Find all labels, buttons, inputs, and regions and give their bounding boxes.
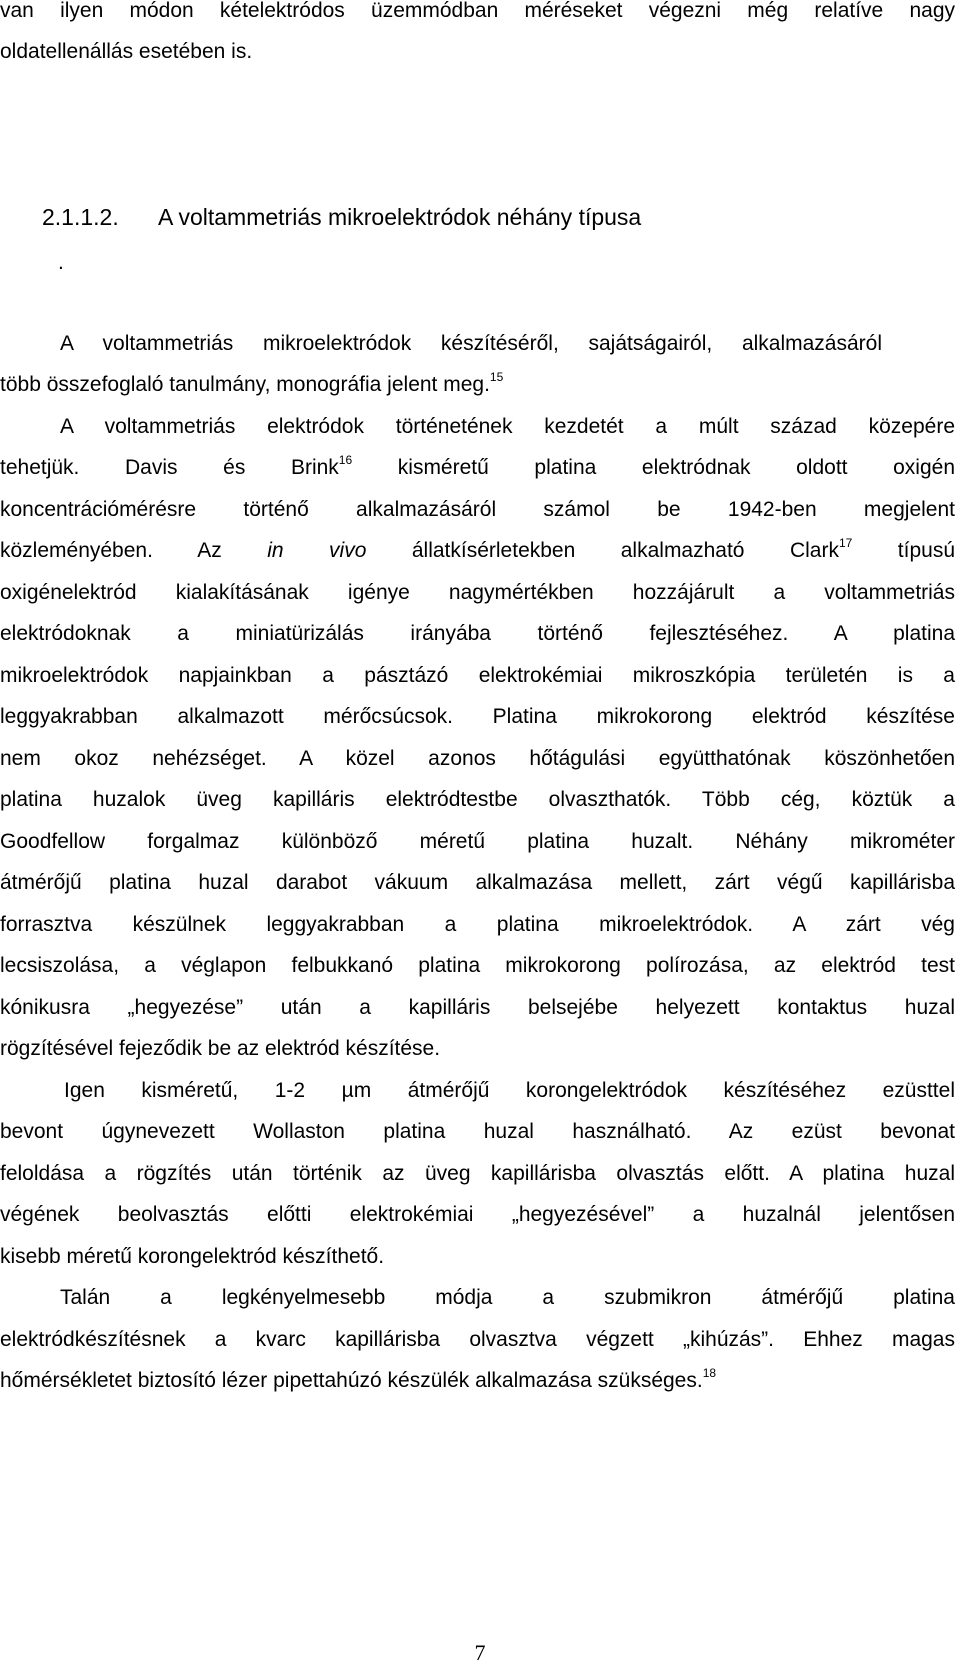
section-title: A voltammetriás mikroelektródok néhány típusa xyxy=(158,204,642,230)
page-number: 7 xyxy=(474,1640,486,1665)
p2-line-4-end: típusú xyxy=(852,539,956,562)
p3-line-2: bevont úgynevezett Wollaston platina huzal használható. Az ezüst bevonat xyxy=(0,1120,955,1143)
footnote-ref-17: 17 xyxy=(838,536,853,550)
p4-line-3-text: hőmérsékletet biztosító lézer pipettahúzó készülék alkalmazása szükséges. xyxy=(0,1369,703,1392)
p3-line-5: kisebb méretű korongelektród készíthető. xyxy=(0,1245,385,1268)
p2-line-16: rögzítésével fejeződik be az elektród készítése. xyxy=(0,1037,441,1060)
p2-line-15: kónikusra „hegyezése” után a kapilláris belsejébe helyezett kontaktus huzal xyxy=(0,996,955,1019)
section-heading xyxy=(42,200,641,234)
p2-line-12: átmérőjű platina huzal darabot vákuum alkalmazása mellett, zárt végű kapillárisba xyxy=(0,871,955,894)
p2-line-10: platina huzalok üveg kapilláris elektródtestbe olvaszthatók. Több cég, köztük a xyxy=(0,788,955,811)
p1-line-2-text: több összefoglaló tanulmány, monográfia jelent meg. xyxy=(0,373,490,396)
p2-line-2-end: kisméretű platina elektródnak oldott oxigén xyxy=(352,456,955,479)
p1-line-1: A voltammetriás mikroelektródok készítéséről, sajátságairól, alkalmazásáról xyxy=(60,332,882,355)
p3-line-4: végének beolvasztás előtti elektrokémiai „hegyezésével” a huzalnál jelentősen xyxy=(0,1203,955,1226)
p4-line-3 xyxy=(0,1366,955,1396)
intro-line-2: oldatellenállás esetében is. xyxy=(0,40,253,63)
intro-line-1: van ilyen módon kételektródos üzemmódban méréseket végezni még relatíve nagy xyxy=(0,0,955,22)
p2-line-13: forrasztva készülnek leggyakrabban a platina mikroelektródok. A zárt vég xyxy=(0,913,955,936)
p4-line-1: Talán a legkényelmesebb módja a szubmikron átmérőjű platina xyxy=(60,1286,955,1309)
p3-line-3: feloldása a rögzítés után történik az üveg kapillárisba olvasztás előtt. A platina huzal xyxy=(0,1162,955,1185)
footnote-ref-15: 15 xyxy=(489,370,504,384)
p2-line-4-start: közleményében. Az xyxy=(0,539,268,562)
p2-line-4-mid: állatkísérletekben alkalmazható Clark xyxy=(366,539,839,562)
p2-line-11: Goodfellow forgalmaz különböző méretű platina huzalt. Néhány mikrométer xyxy=(0,830,955,853)
p2-line-4 xyxy=(0,536,955,566)
p2-line-5: oxigénelektród kialakításának igénye nagymértékben hozzájárult a voltammetriás xyxy=(0,581,955,604)
section-number: 2.1.1.2. xyxy=(42,204,119,230)
footnote-ref-18: 18 xyxy=(702,1366,717,1380)
p2-line-4-italic: in vivo xyxy=(267,539,367,562)
p2-line-7: mikroelektródok napjainkban a pásztázó elektrokémiai mikroszkópia területén is a xyxy=(0,664,955,687)
p3-line-1: Igen kisméretű, 1-2 µm átmérőjű korongelektródok készítéséhez ezüsttel xyxy=(64,1079,955,1102)
p2-line-6: elektródoknak a miniatürizálás irányába történő fejlesztéséhez. A platina xyxy=(0,622,955,645)
p2-line-1: A voltammetriás elektródok történetének kezdetét a múlt század közepére xyxy=(60,415,955,438)
p2-line-14: lecsiszolása, a véglapon felbukkanó platina mikrokorong polírozása, az elektród test xyxy=(0,954,955,977)
footnote-ref-16: 16 xyxy=(338,453,353,467)
p2-line-2-start: tehetjük. Davis és Brink xyxy=(0,456,339,479)
p2-line-3: koncentrációmérésre történő alkalmazásáról számol be 1942-ben megjelent xyxy=(0,498,955,521)
p4-line-2: elektródkészítésnek a kvarc kapillárisba olvasztva végzett „kihúzás”. Ehhez magas xyxy=(0,1328,955,1351)
p2-line-9: nem okoz nehézséget. A közel azonos hőtágulási együtthatónak köszönhetően xyxy=(0,747,955,770)
p2-line-2 xyxy=(0,453,955,483)
p2-line-8: leggyakrabban alkalmazott mérőcsúcsok. Platina mikrokorong elektród készítése xyxy=(0,705,955,728)
section-dot: . xyxy=(58,251,64,274)
p1-line-2 xyxy=(0,370,955,400)
